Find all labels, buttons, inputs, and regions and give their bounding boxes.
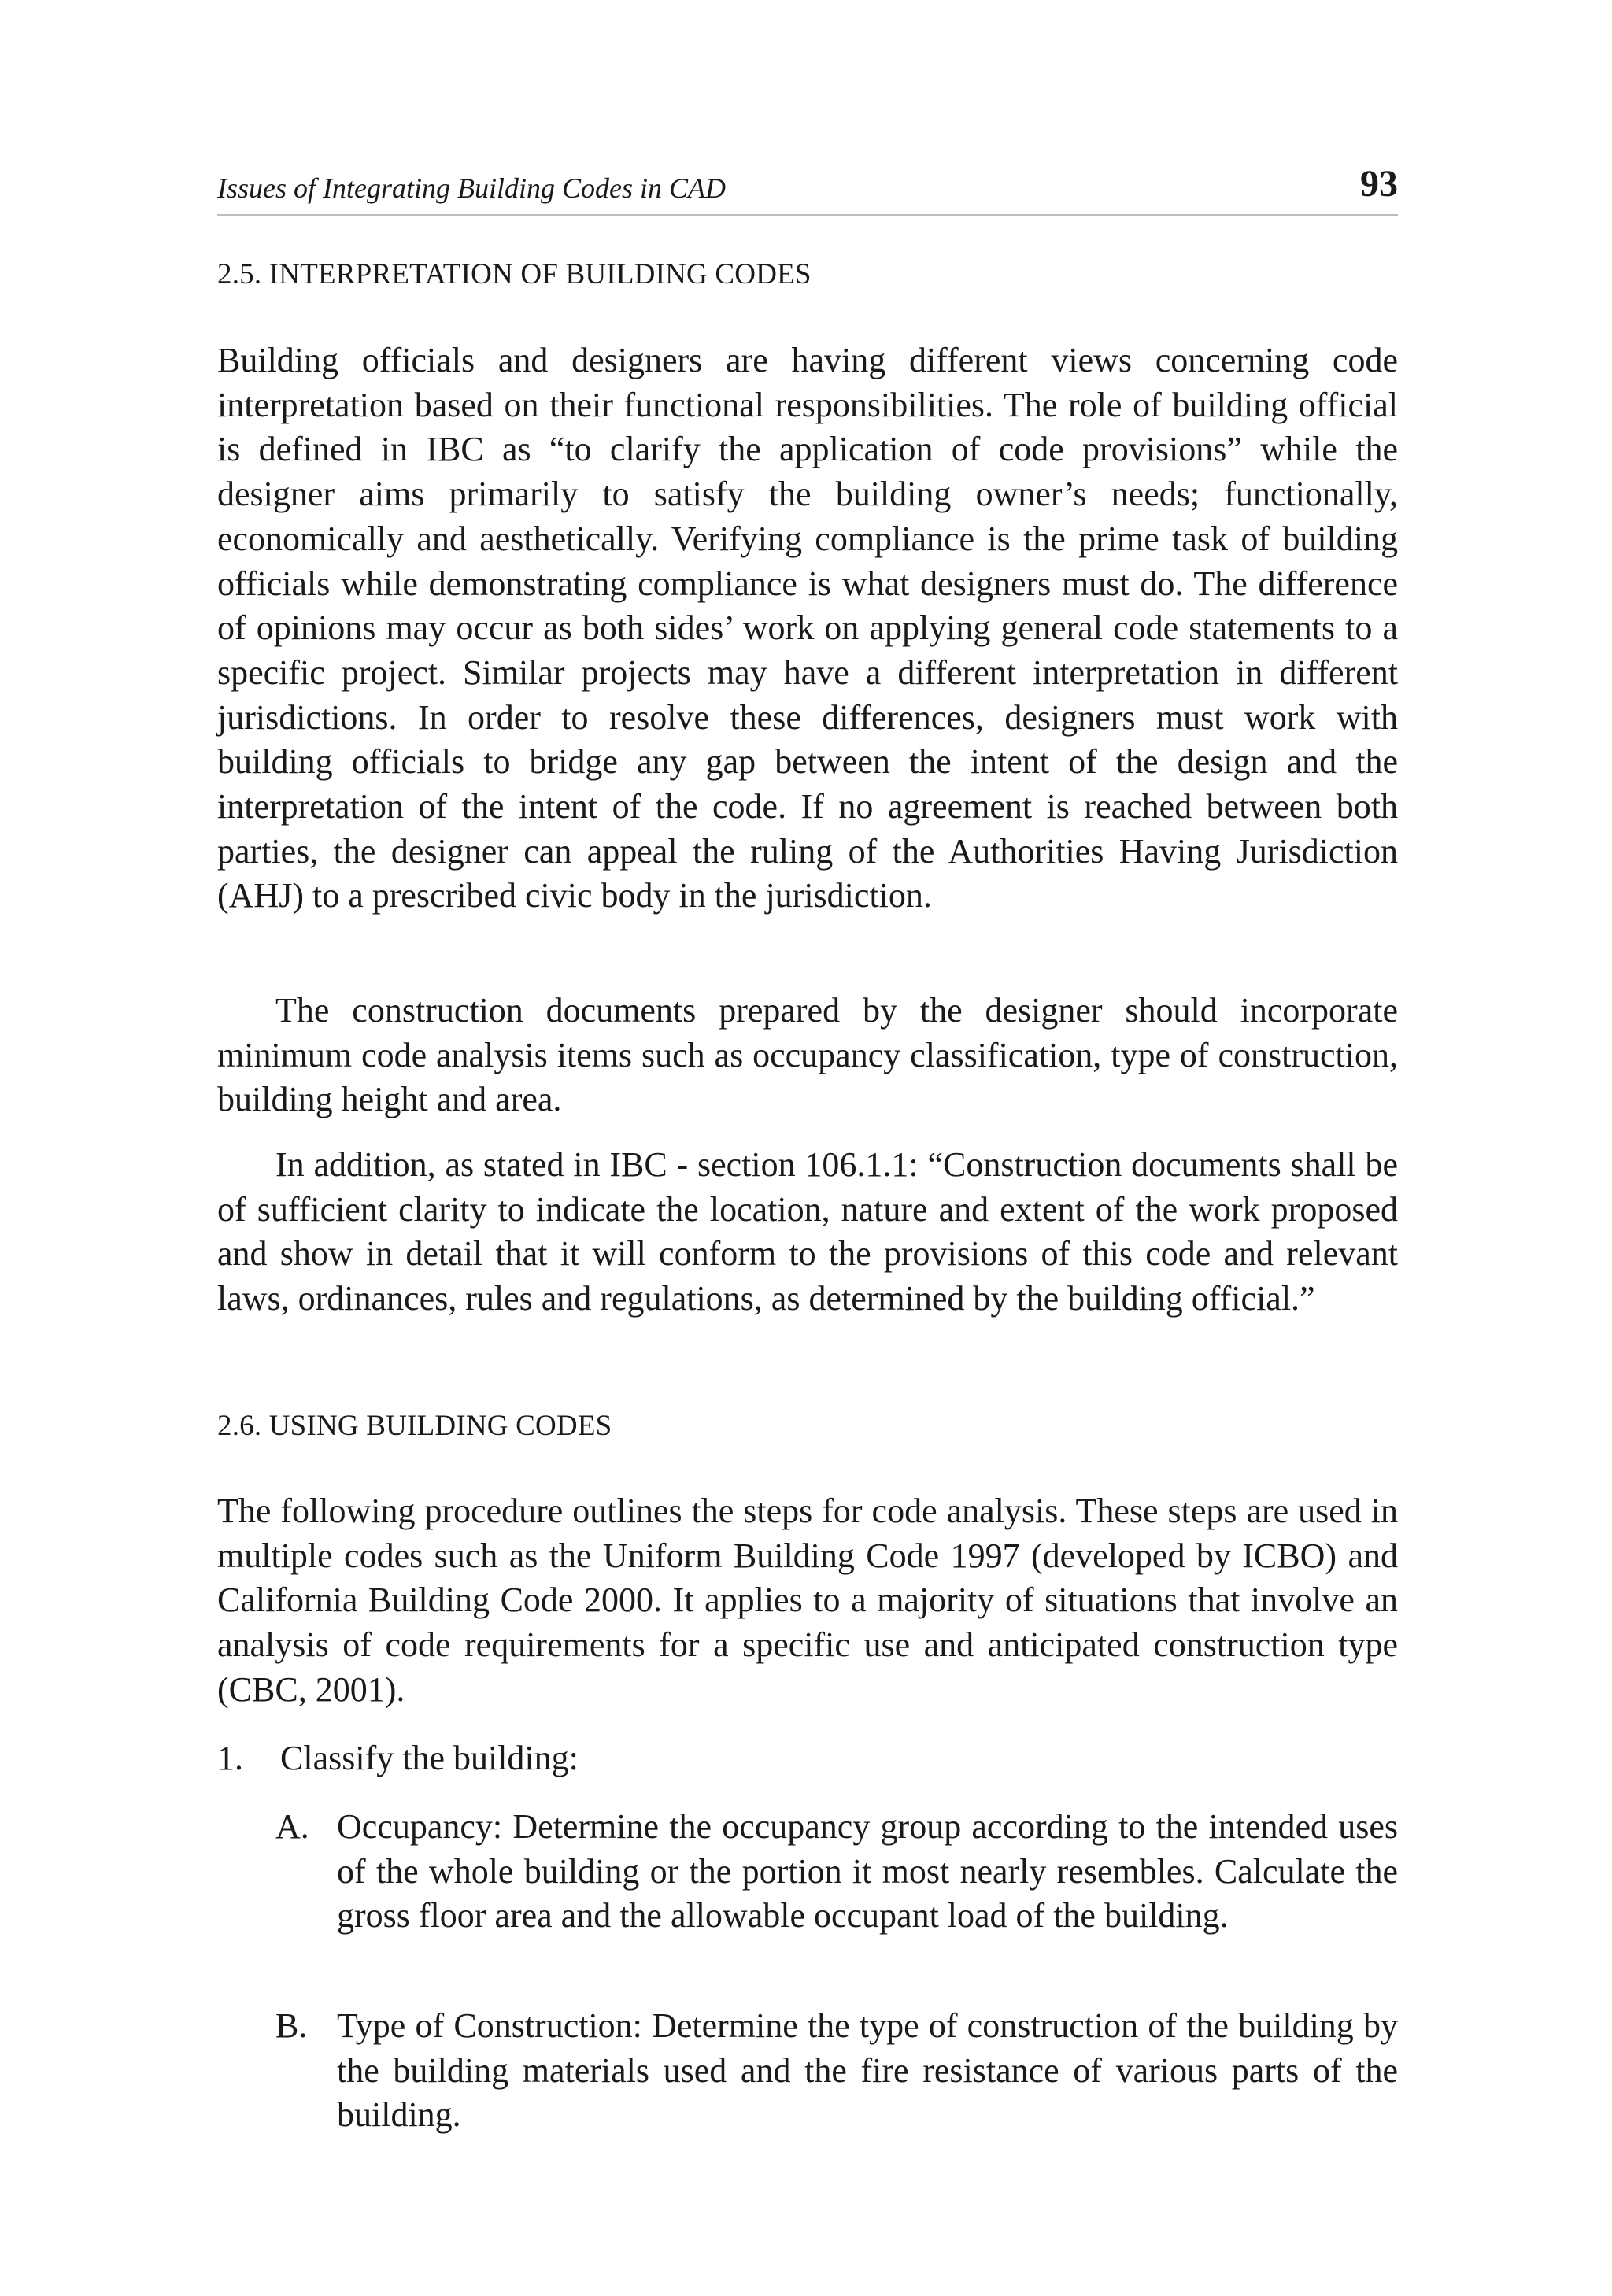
section-heading-2-6: 2.6. USING BUILDING CODES xyxy=(217,1410,612,1442)
list-item-step-1a xyxy=(275,1805,1398,1939)
running-header xyxy=(217,162,1398,216)
list-item-text: Classify the building: xyxy=(280,1739,579,1777)
running-title: Issues of Integrating Building Codes in CAD xyxy=(217,172,726,204)
list-marker: B. xyxy=(275,2006,308,2045)
list-marker: 1. xyxy=(217,1739,243,1777)
paragraph-interpretation: Building officials and designers are having different views concerning code interpretation based on their functional responsibilities. The role of building official is defined in IBC as “to clarify the application of code provisions” while the designer aims primarily to satisfy the building owner’s needs; functionally, economically and aesthetically. Verifying compliance is the prime task of building officials while demonstrating compliance is what designers must do. The difference of opinions may occur as both sides’ work on applying general code statements to a specific project. Similar projects may have a different interpretation in different jurisdictions. In order to resolve these differences, designers must work with building officials to bridge any gap between the intent of the design and the interpretation of the intent of the code. If no agreement is reached between both parties, the designer can appeal the ruling of the Authorities Having Jurisdiction (AHJ) to a prescribed civic body in the jurisdiction. xyxy=(217,341,1398,915)
paragraph-procedure-intro: The following procedure outlines the steps for code analysis. These steps are used in multiple codes such as the Uniform Building Code 1997 (developed by ICBO) and California Building Code 2000. It applies to a majority of situations that involve an analysis of code requirements for a specific use and anticipated construction type (CBC, 2001). xyxy=(217,1492,1398,1709)
list-item-text: Type of Construction: Determine the type of construction of the building by the building materials used and the fire resistance of various parts of the building. xyxy=(337,2006,1398,2135)
list-item-step-1 xyxy=(217,1736,1398,1781)
list-marker: A. xyxy=(275,1807,309,1846)
paragraph-ibc-quote: In addition, as stated in IBC - section 106.1.1: “Construction documents shall be of sufficient clarity to indicate the location, nature and extent of the work proposed and show in detail that it will conform to the provisions of this code and relevant laws, ordinances, rules and regulations, as determined by the building official.” xyxy=(217,1145,1398,1318)
page-number: 93 xyxy=(1360,163,1398,205)
section-heading-2-5: 2.5. INTERPRETATION OF BUILDING CODES xyxy=(217,258,812,290)
paragraph-construction-documents: The construction documents prepared by the designer should incorporate minimum code analysis items such as occupancy classification, type of construction, building height and area. xyxy=(217,991,1398,1119)
list-item-step-1b xyxy=(275,2004,1398,2138)
list-item-text: Occupancy: Determine the occupancy group according to the intended uses of the whole building or the portion it most nearly resembles. Calculate the gross floor area and the allowable occupant load of the building. xyxy=(337,1807,1398,1936)
